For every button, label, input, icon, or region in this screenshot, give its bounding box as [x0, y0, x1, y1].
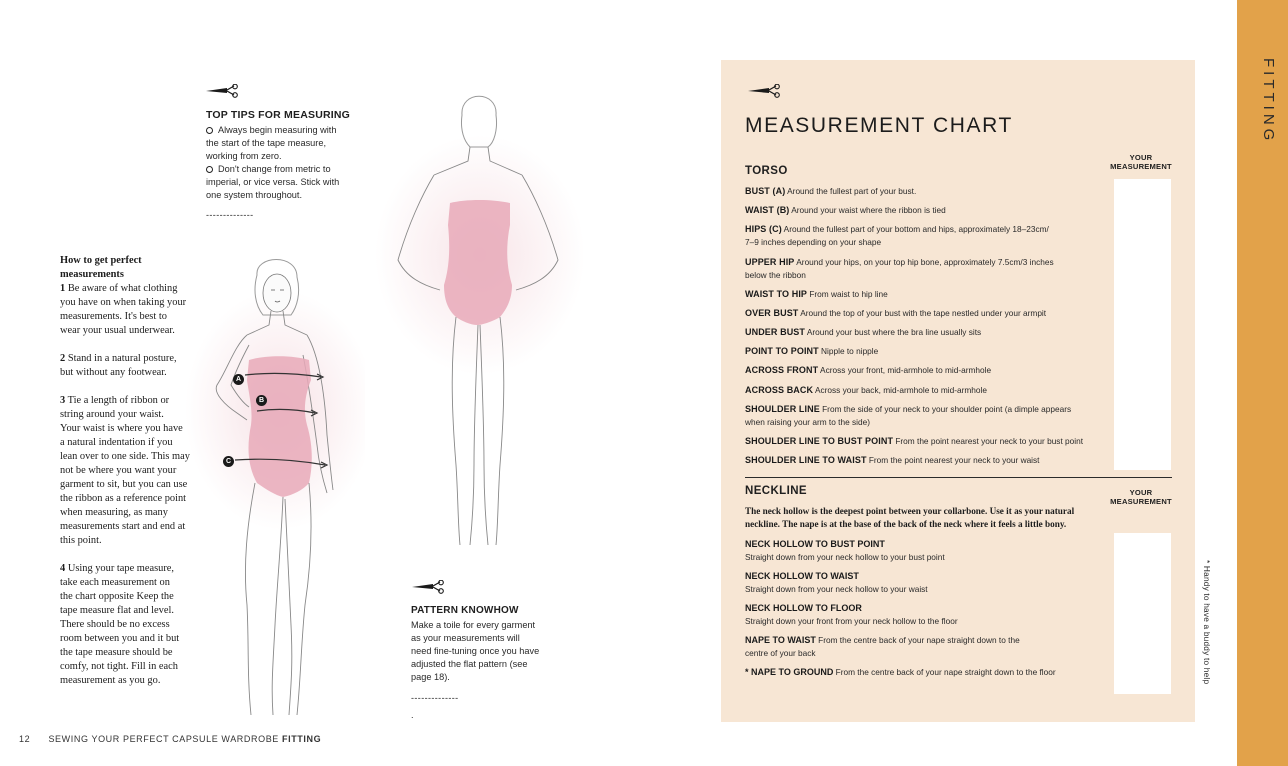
your-measurement-label: YOUR MEASUREMENT — [1110, 488, 1172, 506]
chart-row: OVER BUST Around the top of your bust with the tape nestled under your armpit — [745, 308, 1047, 318]
chart-row: UNDER BUST Around your bust where the bra line usually sits — [745, 327, 982, 337]
tip-item: Don't change from metric to — [206, 163, 356, 176]
chart-row: NECK HOLLOW TO WAIST Straight down from your neck hollow to your waist — [745, 571, 928, 594]
section-tab-label: FITTING — [1260, 58, 1277, 145]
chart-row: UPPER HIP Around your hips, on your top hip bone, approximately 7.5cm/3 inches below the ribbon — [745, 257, 1054, 280]
tip-line: imperial, or vice versa. Stick with — [206, 177, 340, 187]
chart-row: HIPS (C) Around the fullest part of your bottom and hips, approximately 18–23cm/ 7–9 inches depending on your shape — [745, 224, 1049, 247]
chart-row: WAIST TO HIP From waist to hip line — [745, 289, 888, 299]
bullet-icon — [206, 166, 213, 173]
torso-heading: TORSO — [745, 165, 788, 177]
back-figure-illustration — [370, 85, 585, 555]
howto-step: 4 Using your tape measure, take each measurement on the chart opposite Keep the tape measure flat and level. There should be no excess room between you and it but the tape measure should be comfy, not tight. Fill in each measurement as you go. — [60, 563, 180, 686]
howto-steps — [60, 282, 195, 702]
tips-list — [206, 124, 356, 202]
chart-row: SHOULDER LINE TO BUST POINT From the point nearest your neck to your bust point — [745, 436, 1084, 446]
howto-title: How to get perfect measurements — [60, 255, 142, 280]
side-note: * Handy to have a buddy to help — [1202, 560, 1212, 685]
marker-b: B — [256, 395, 267, 406]
chart-row: SHOULDER LINE TO WAIST From the point nearest your neck to your waist — [745, 455, 1040, 465]
chart-row: * NAPE TO GROUND From the centre back of your nape straight down to the floor — [745, 667, 1056, 677]
chart-row: POINT TO POINT Nipple to nipple — [745, 346, 879, 356]
bullet-icon — [206, 127, 213, 134]
chart-row: NECK HOLLOW TO FLOOR Straight down your front from your neck hollow to the floor — [745, 603, 958, 626]
howto-step: 3 Tie a length of ribbon or string around your waist. Your waist is where you have a natural indentation if you lean over to one side. This may not be where you want your garment to sit, but you can use the ribbon as a reference point when measuring, as many measurements start and end at this point. — [60, 395, 190, 546]
tip-line: working from zero. — [206, 151, 282, 161]
tip-line: one system throughout. — [206, 190, 303, 200]
chart-row: SHOULDER LINE From the side of your neck to your shoulder point (a dimple appears when raising your arm to the side) — [745, 404, 1072, 427]
neckline-intro: The neck hollow is the deepest point between your collarbone. Use it as your natural neckline. The nape is at the base of the back of the neck where it feels a little bony. — [745, 506, 1075, 529]
chart-row: NAPE TO WAIST From the centre back of your nape straight down to the centre of your back — [745, 635, 1020, 658]
torso-measurement-box[interactable] — [1114, 179, 1171, 470]
chart-row: ACROSS BACK Across your back, mid-armhole to mid-armhole — [745, 385, 987, 395]
tips-title: TOP TIPS FOR MEASURING — [206, 109, 351, 121]
chart-title: MEASUREMENT CHART — [745, 114, 1013, 137]
knowhow-title: PATTERN KNOWHOW — [411, 605, 519, 616]
chart-row: WAIST (B) Around your waist where the ribbon is tied — [745, 205, 946, 215]
knowhow-divider: -------------- — [411, 693, 459, 703]
neckline-heading: NECKLINE — [745, 485, 807, 497]
tip-item: Always begin measuring with — [206, 124, 356, 137]
chart-row: BUST (A) Around the fullest part of your bust. — [745, 186, 917, 196]
section-divider — [745, 477, 1172, 478]
howto-step: 1 Be aware of what clothing you have on when taking your measurements. It's best to wear your usual underwear. — [60, 283, 187, 336]
book-title: SEWING YOUR PERFECT CAPSULE WARDROBE — [48, 734, 279, 744]
marker-c: C — [223, 456, 234, 467]
knowhow-body: Make a toile for every garment as your measurements will need fine-tuning once you have adjusted the flat pattern (see page 18). — [411, 620, 540, 682]
measurement-chart-panel — [721, 60, 1195, 722]
scissors-icon — [205, 84, 239, 98]
your-measurement-label: YOUR MEASUREMENT — [1110, 153, 1172, 171]
page-number: 12 — [19, 734, 31, 744]
scissors-icon — [747, 84, 781, 98]
front-figure-illustration — [185, 245, 365, 725]
scissors-icon — [411, 580, 445, 594]
neckline-measurement-box[interactable] — [1114, 533, 1171, 694]
chart-row: ACROSS FRONT Across your front, mid-armhole to mid-armhole — [745, 365, 992, 375]
footer-section: FITTING — [282, 734, 322, 744]
tip-line: the start of the tape measure, — [206, 138, 327, 148]
chart-row: NECK HOLLOW TO BUST POINT Straight down from your neck hollow to your bust point — [745, 539, 945, 562]
footer — [19, 734, 321, 744]
knowhow-dot: . — [411, 710, 414, 720]
tips-divider: -------------- — [206, 210, 254, 220]
marker-a: A — [233, 374, 244, 385]
howto-step: 2 Stand in a natural posture, but without any footwear. — [60, 353, 177, 378]
